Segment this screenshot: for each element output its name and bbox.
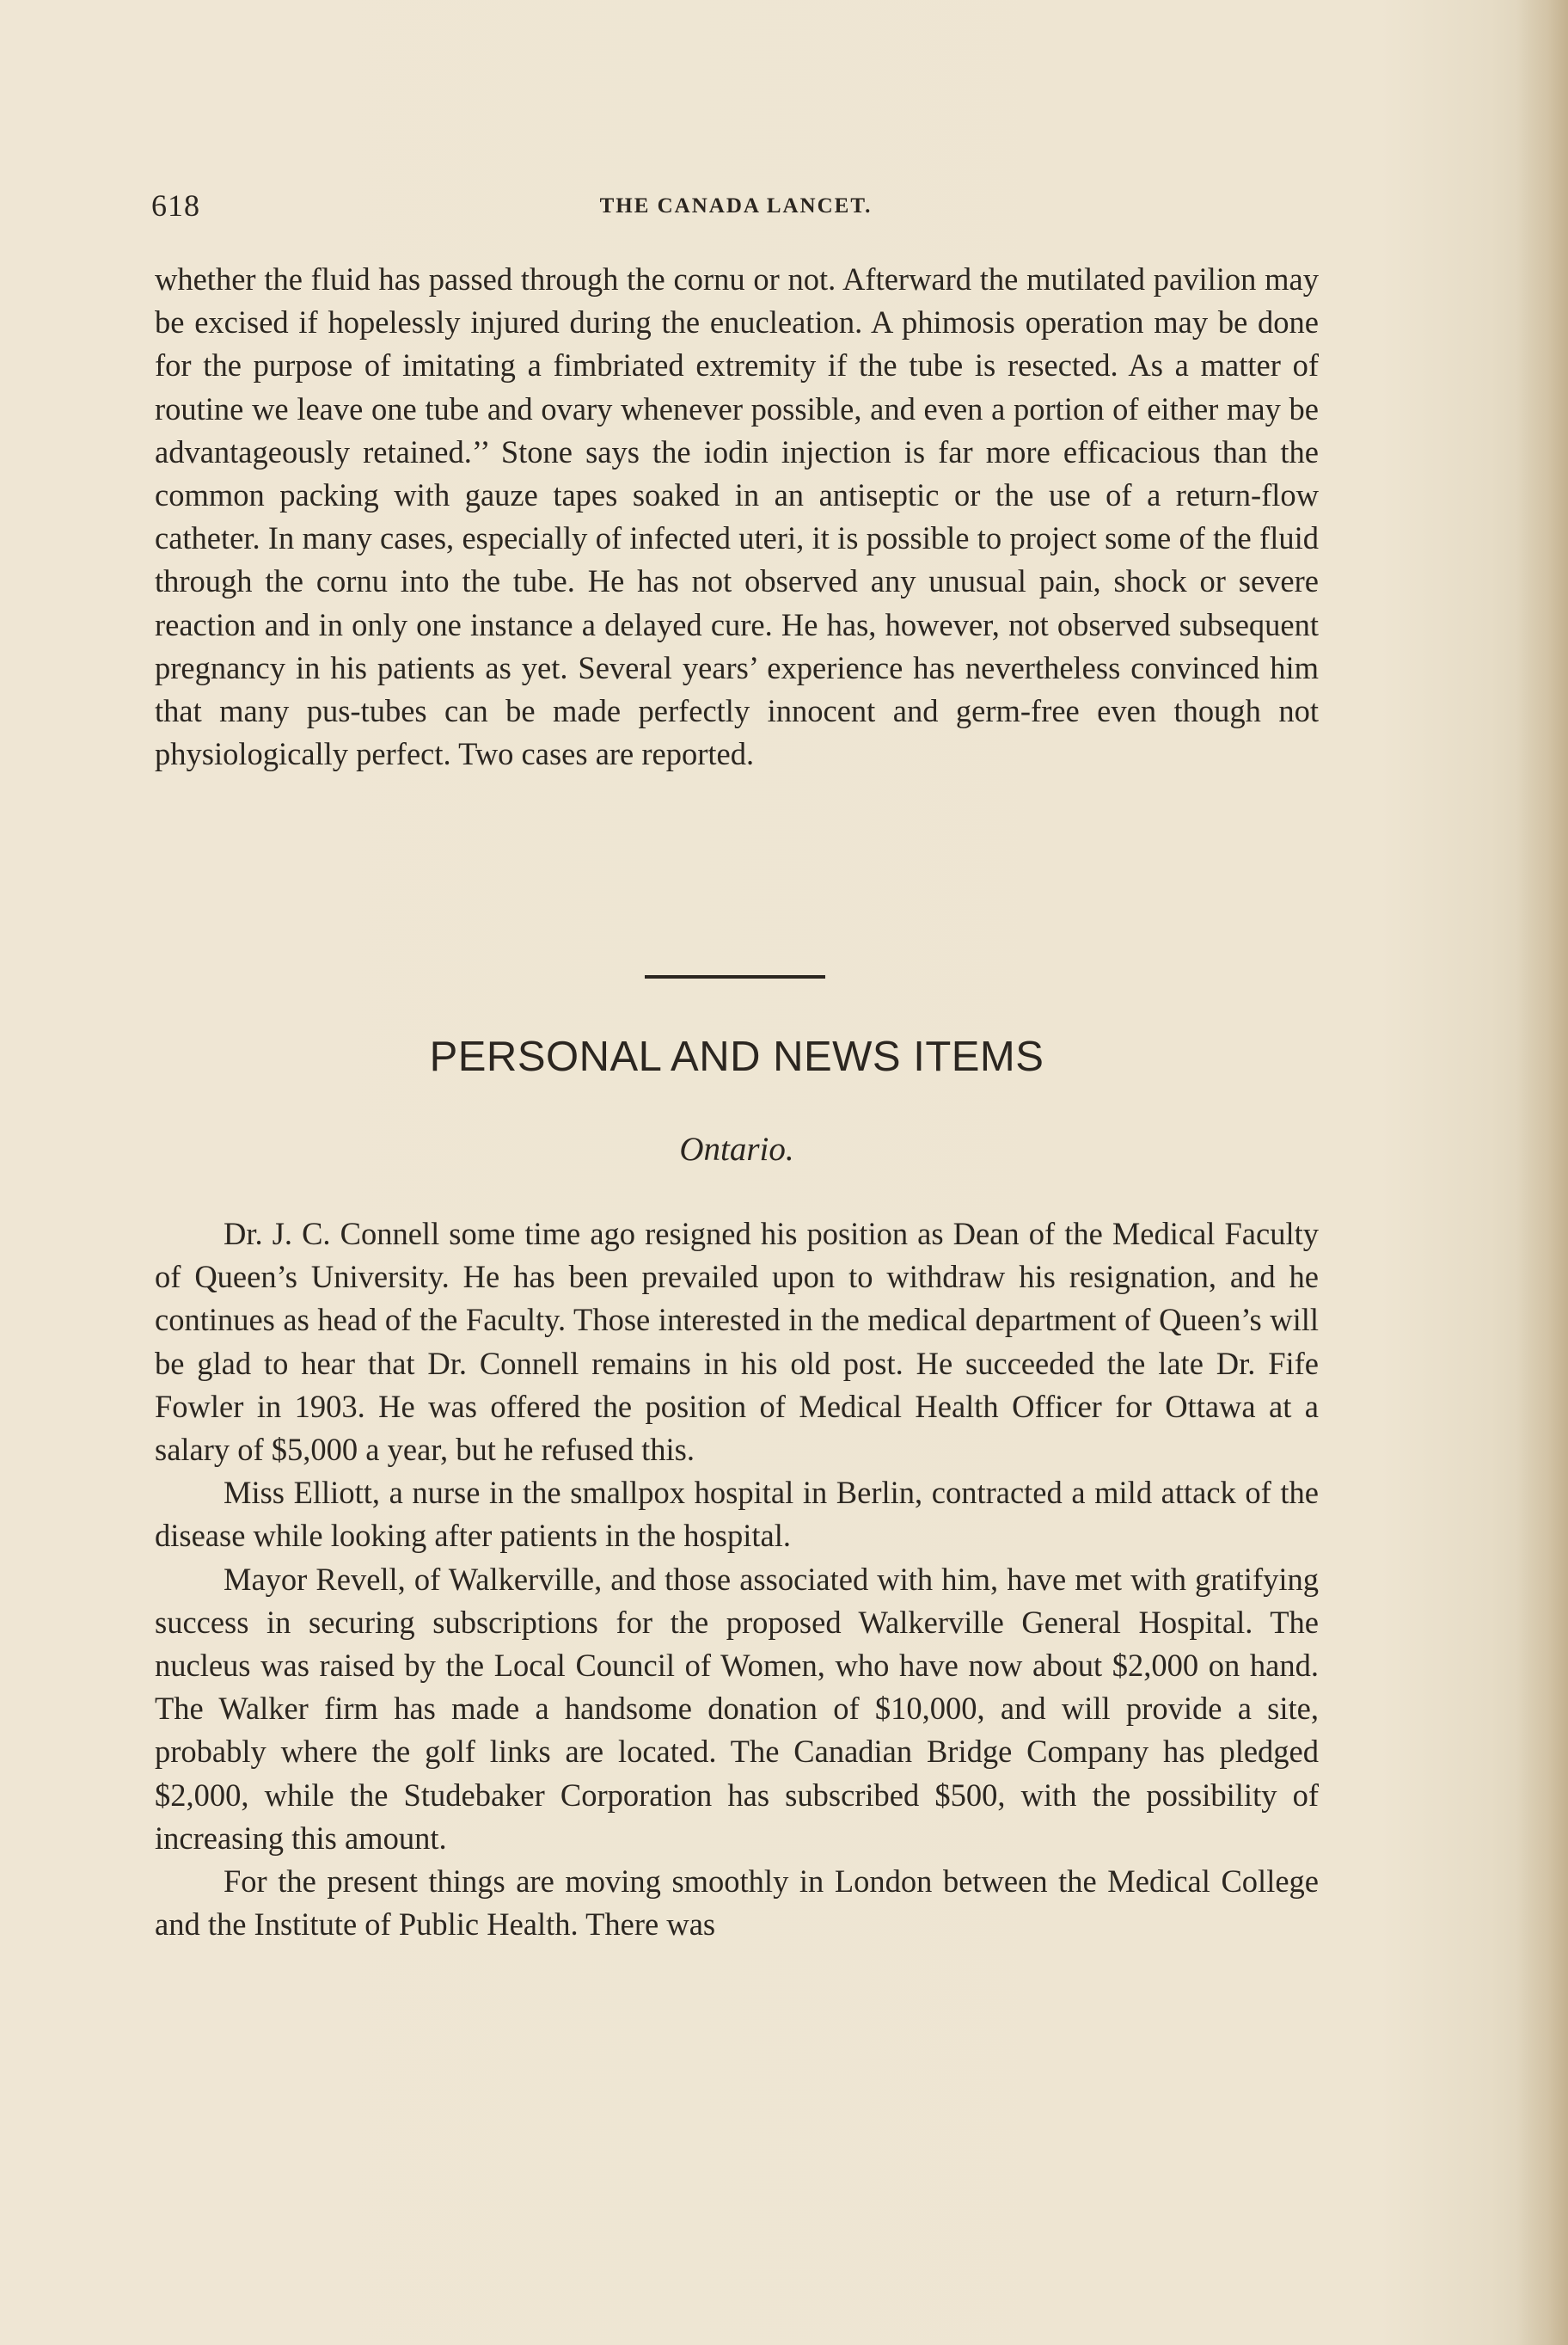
- continued-article-text: [155, 258, 1319, 776]
- news-items-body: [155, 1212, 1319, 1946]
- page-number: 618: [151, 188, 200, 223]
- page-edge-shading: [1516, 0, 1568, 2345]
- running-title: THE CANADA LANCET.: [599, 194, 873, 218]
- news-paragraph-london: For the present things are moving smoothly in London between the Medical College and the Institute of Public Health. There was: [155, 1863, 1319, 1943]
- continued-paragraph: whether the fluid has passed through the cornu or not. Afterward the mutilated pavilion may be excised if hopelessly injured during the enucleation. A phimosis operation may be done for the purpose of imitating a fimbriated extremity if the tube is resected. As a matter of routine we leave one tube and ovary whenever possible, and even a portion of either may be advantageously retained.’’ Stone says the iodin injection is far more efficacious than the common packing with gauze tapes soaked in an antiseptic or the use of a return-flow catheter. In many cases, especially of infected uteri, it is possible to project some of the fluid through the cornu into the tube. He has not observed any unusual pain, shock or severe reaction and in only one instance a delayed cure. He has, however, not observed subsequent pregnancy in his patients as yet. Several years’ experience has nevertheless convinced him that many pus-tubes can be made perfectly innocent and germ-free even though not physiologically perfect. Two cases are reported.: [155, 261, 1319, 772]
- section-divider-rule: [645, 975, 825, 979]
- page-header: [151, 187, 1320, 229]
- section-subtitle: Ontario.: [679, 1131, 794, 1168]
- section-title: PERSONAL AND NEWS ITEMS: [429, 1034, 1044, 1080]
- news-paragraph-elliott: Miss Elliott, a nurse in the smallpox hospital in Berlin, contracted a mild attack of the disease while looking after patients in the hospital.: [155, 1475, 1319, 1554]
- news-paragraph-connell: Dr. J. C. Connell some time ago resigned his position as Dean of the Medical Faculty of Queen’s University. He has been prevailed upon to withdraw his resignation, and he continues as head of the Faculty. Those interested in the medical department of Queen’s will be glad to hear that Dr. Connell remains in his old post. He succeeded the late Dr. Fife Fowler in 1903. He was offered the position of Medical Health Officer for Ottawa at a salary of $5,000 a year, but he refused this.: [155, 1216, 1319, 1468]
- news-paragraph-walkerville: Mayor Revell, of Walkerville, and those associated with him, have met with gratifying success in securing subscriptions for the proposed Walkerville General Hospital. The nucleus was raised by the Local Council of Women, who have now about $2,000 on hand. The Walker firm has made a handsome donation of $10,000, and will provide a site, probably where the golf links are located. The Canadian Bridge Company has pledged $2,000, while the Studebaker Corporation has subscribed $500, with the possibility of increasing this amount.: [155, 1561, 1319, 1856]
